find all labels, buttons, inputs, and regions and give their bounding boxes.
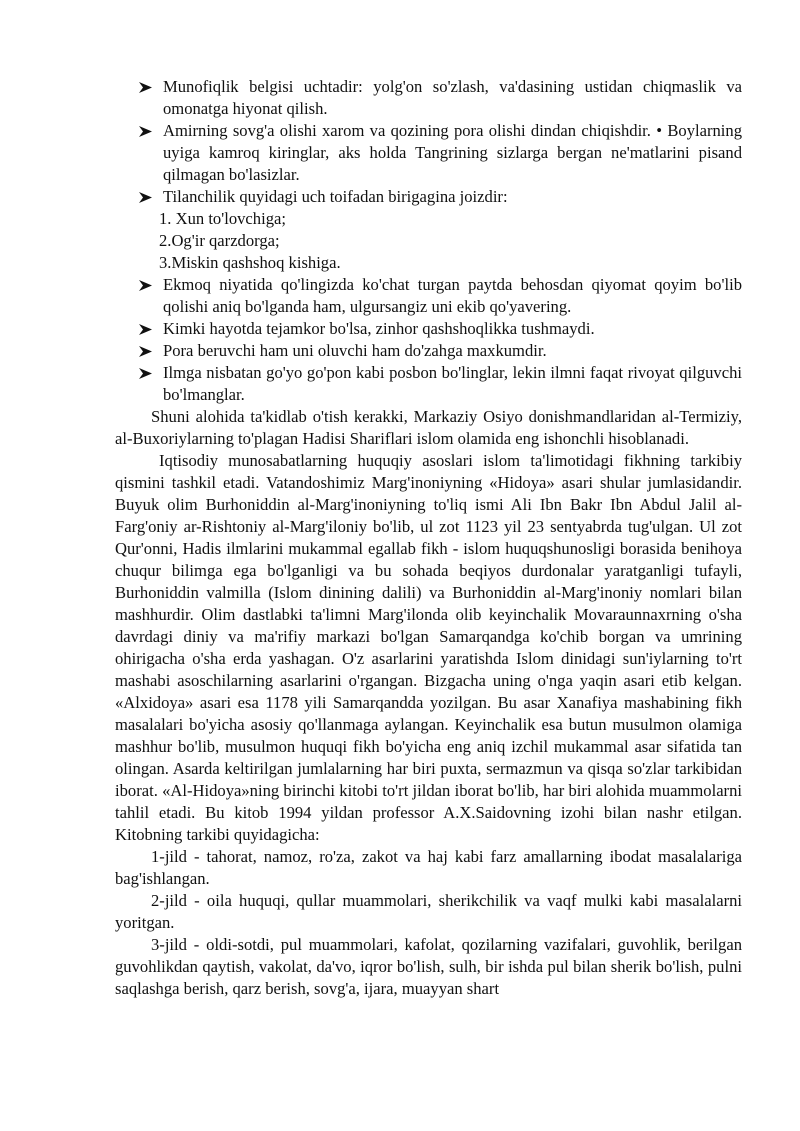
body-paragraph: Iqtisodiy munosabatlarning huquqiy asoslari islom ta'limotidagi fikhning tarkibiy qismini tashkil etadi. Vatandoshimiz Marg'inoniyning «Hidoya» asari shular jumlasidandir. Buyuk olim Burhoniddin al-Marg'inoniyning to'liq ismi Ali Ibn Bakr Ibn Abdul Jalil al-Farg'oniy ar-Rishtoniy al-Marg'iloniy bo'lib, ul zot 1123 yil 23 sentyabrda tug'ulgan. Ul zot Qur'onni, Hadis ilmlarini mukammal egallab fikh - islom huquqshunosligi borasida benihoya chuqur bilimga ega bo'lganligi va bu sohada beqiyos durdonalar yaratganligi tufayli, Burhoniddin valmilla (Islom dinining dalili) va Burhoniddin al-Marg'inoniy nomlari bilan mashhurdir. Olim dastlabki ta'limni Marg'ilonda olib keyinchalik Movaraunnaxrning o'sha davrdagi diniy va ma'rifiy markazi bo'lgan Samarqandga ko'chib borgan va umrining ohirigacha o'sha erda yashagan. O'z asarlarini yaratishda Islom dinidagi sun'iylarning to'rt mashabi asoschilarning asarlarini o'rgangan. Bizgacha uning o'nga yaqin asari etib kelgan. «Alxidoya» asari esa 1178 yili Samarqandda yozilgan. Bu asar Xanafiya mashabining fikh masalalari bo'yicha asosiy qo'llanmaga aylangan. Keyinchalik esa butun musulmon olamiga mashhur bo'lib, musulmon huquqi fikh bo'yicha eng aniq izchil mukammal asar sifatida tan olingan. Asarda keltirilgan jumlalarning har biri puxta, sermazmun va qisqa so'zlar tarkibidan iborat. «Al-Hidoya»ning birinchi kitobi to'rt jildan iborat bo'lib, har biri alohida muammolarni tahlil etadi. Bu kitob 1994 yildan professor A.X.Saidovning izohi bilan nashr etilgan. Kitobning tarkibi quyidagicha: bbox=[115, 451, 742, 844]
bullet-item bbox=[115, 120, 742, 186]
bullet-text: Ekmoq niyatida qo'lingizda ko'chat turgan paytda behosdan qiyomat qoyim bo'lib qolishi aniq bo'lganda ham, ulgursangiz uni ekib qo'yavering. bbox=[163, 275, 742, 316]
arrowhead-bullet-icon bbox=[139, 76, 153, 98]
arrowhead-bullet-icon bbox=[139, 274, 153, 296]
bullet-text: Kimki hayotda tejamkor bo'lsa, zinhor qashshoqlikka tushmaydi. bbox=[163, 319, 595, 338]
page-content bbox=[115, 76, 742, 1000]
sub-list-item: 2.Og'ir qarzdorga; bbox=[159, 231, 280, 250]
arrowhead-bullet-icon bbox=[139, 318, 153, 340]
bullet-text: Ilmga nisbatan go'yo go'pon kabi posbon bo'linglar, lekin ilmni faqat rivoyat qilguvchi bo'lmanglar. bbox=[163, 363, 742, 404]
sub-list-item: 1. Xun to'lovchiga; bbox=[159, 209, 286, 228]
body-paragraph: 2-jild - oila huquqi, qullar muammolari, sherikchilik va vaqf mulki kabi masalalarni yoritgan. bbox=[115, 891, 742, 932]
arrowhead-bullet-icon bbox=[139, 120, 153, 142]
body-paragraph: Shuni alohida ta'kidlab o'tish kerakki, Markaziy Osiyo donishmandlaridan al-Termiziy, al-Buxoriylarning to'plagan Hadisi Shariflari islom olamida eng ishonchli hisoblanadi. bbox=[115, 407, 742, 448]
bullet-item bbox=[115, 76, 742, 120]
bullet-item bbox=[115, 274, 742, 318]
bullet-text: Munofiqlik belgisi uchtadir: yolg'on so'zlash, va'dasining ustidan chiqmaslik va omonatga hiyonat qilish. bbox=[163, 77, 742, 118]
arrowhead-bullet-icon bbox=[139, 340, 153, 362]
arrowhead-bullet-icon bbox=[139, 362, 153, 384]
body-paragraph: 1-jild - tahorat, namoz, ro'za, zakot va haj kabi farz amallarning ibodat masalalariga bag'ishlangan. bbox=[115, 847, 742, 888]
bullet-text: Tilanchilik quyidagi uch toifadan birigagina joizdir: bbox=[163, 187, 508, 206]
arrowhead-bullet-icon bbox=[139, 186, 153, 208]
bullet-item bbox=[115, 340, 742, 362]
bullet-item bbox=[115, 186, 742, 208]
body-paragraph: 3-jild - oldi-sotdi, pul muammolari, kafolat, qozilarning vazifalari, guvohlik, berilgan guvohlikdan qaytish, vakolat, da'vo, iqror bo'lish, sulh, bir ishda pul bilan sherik bo'lish, pulni saqlashga berish, qarz berish, sovg'a, ijara, muayyan shart bbox=[115, 935, 742, 998]
bullet-text: Amirning sovg'a olishi xarom va qozining pora olishi dindan chiqishdir. • Boylarning uyiga kamroq kiringlar, aks holda Tangrining sizlarga bergan ne'matlarini pisand qilmagan bo'lasizlar. bbox=[163, 121, 742, 184]
bullet-item bbox=[115, 362, 742, 406]
bullet-item bbox=[115, 318, 742, 340]
bullet-text: Pora beruvchi ham uni oluvchi ham do'zahga maxkumdir. bbox=[163, 341, 547, 360]
sub-list-item: 3.Miskin qashshoq kishiga. bbox=[159, 253, 341, 272]
